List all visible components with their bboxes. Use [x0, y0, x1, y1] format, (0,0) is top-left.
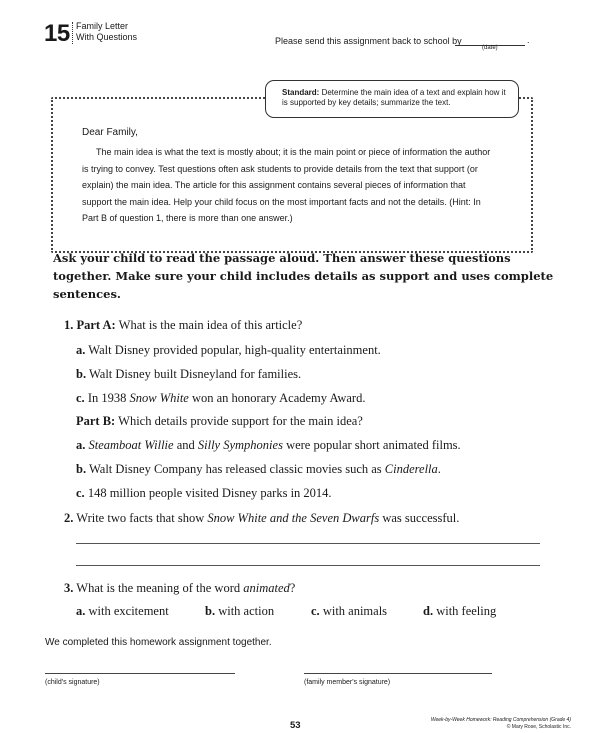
option-italic-title: Steamboat Willie	[88, 438, 174, 452]
question-1-part-a	[64, 318, 302, 333]
option-text: with feeling	[436, 604, 497, 618]
question-1-part-b	[76, 414, 363, 429]
question-3-text: ?	[289, 581, 296, 595]
completion-statement: We completed this homework assignment together.	[45, 637, 272, 648]
letter-greeting: Dear Family,	[82, 127, 138, 138]
option-letter: a.	[76, 604, 86, 618]
page-number: 53	[290, 720, 301, 731]
option-text: with action	[218, 604, 275, 618]
option-letter: c.	[76, 391, 85, 405]
option-text: In 1938	[87, 391, 127, 405]
q1-option-b[interactable]	[76, 367, 301, 382]
q1-option-a[interactable]	[76, 343, 381, 358]
option-letter: a.	[76, 343, 86, 357]
option-letter: b.	[76, 367, 87, 381]
option-text: Walt Disney built Disneyland for families.	[88, 367, 302, 381]
lesson-title	[76, 21, 137, 43]
lesson-divider	[72, 22, 73, 44]
lesson-number: 15	[44, 20, 70, 47]
letter-body: The main idea is what the text is mostly about; it is the main point or piece of information the author is trying to convey. Test questions often ask students to provide details from the text that support (or explain) the main idea. The article for this assignment contains several pieces of information that support the main idea. Help your child focus on the most important facts and not the details. (Hint: In Part B of question 1, there is more than one answer.)	[82, 147, 491, 223]
due-date-period: .	[527, 35, 530, 45]
option-text: were popular short animated films.	[286, 438, 461, 452]
answer-line-1[interactable]	[76, 543, 540, 544]
question-2-text: Write two facts that show	[76, 511, 205, 525]
option-letter: d.	[423, 604, 434, 618]
option-text: .	[437, 462, 441, 476]
credit-line-1: Week-by-Week Homework: Reading Comprehension (Grade 4)	[430, 717, 571, 723]
option-text: Walt Disney Company has released classic movies such as	[88, 462, 382, 476]
option-letter: b.	[205, 604, 216, 618]
q1-option-c[interactable]	[76, 391, 365, 406]
option-letter: b.	[76, 462, 87, 476]
option-text: with animals	[322, 604, 388, 618]
part-b-text: Which details provide support for the main idea?	[118, 414, 363, 428]
question-2	[64, 511, 459, 526]
due-date-label: (date)	[482, 45, 498, 51]
option-italic-title: Silly Symphonies	[197, 438, 283, 452]
question-2-italic-title: Snow White and the Seven Dwarfs	[207, 511, 380, 525]
credit-line-2: © Mary Rose, Scholastic Inc.	[506, 723, 571, 730]
standard-text: Determine the main idea of a text and explain how it is supported by key details; summarize the text.	[282, 88, 506, 107]
option-letter: a.	[76, 438, 86, 452]
due-date-instruction: Please send this assignment back to school by	[275, 36, 462, 46]
standard-label: Standard:	[282, 88, 320, 97]
lesson-title-line1: Family Letter	[76, 21, 129, 31]
q1b-option-b[interactable]	[76, 462, 441, 477]
lesson-title-line2: With Questions	[76, 32, 138, 42]
option-italic-title: Snow White	[129, 391, 189, 405]
family-signature-line[interactable]	[304, 673, 492, 674]
option-letter: c.	[311, 604, 320, 618]
option-italic-title: Cinderella	[384, 462, 438, 476]
part-a-label: Part A:	[76, 318, 116, 332]
option-text: and	[176, 438, 195, 452]
question-2-number: 2.	[64, 511, 74, 525]
question-3-italic-word: animated	[243, 581, 290, 595]
q3-option-a[interactable]	[76, 604, 169, 619]
child-signature-line[interactable]	[45, 673, 235, 674]
part-a-text: What is the main idea of this article?	[118, 318, 303, 332]
option-text: 148 million people visited Disney parks in 2014.	[87, 486, 332, 500]
child-signature-label: (child's signature)	[45, 679, 100, 686]
part-b-label: Part B:	[76, 414, 116, 428]
q1b-option-a[interactable]	[76, 438, 461, 453]
q1b-option-c[interactable]	[76, 486, 332, 501]
option-letter: c.	[76, 486, 85, 500]
copyright-credit	[381, 717, 571, 730]
q3-option-b[interactable]	[205, 604, 274, 619]
option-text: Walt Disney provided popular, high-quality entertainment.	[88, 343, 381, 357]
instructions: Ask your child to read the passage aloud. Then answer these questions together. Make sure your child includes details as support and uses complete sentences.	[53, 251, 554, 301]
question-3	[64, 581, 295, 596]
answer-line-2[interactable]	[76, 565, 540, 566]
option-text: with excitement	[88, 604, 169, 618]
question-3-number: 3.	[64, 581, 74, 595]
standard-callout	[265, 80, 519, 118]
question-1-number: 1.	[64, 318, 74, 332]
option-text: won an honorary Academy Award.	[191, 391, 366, 405]
q3-option-d[interactable]	[423, 604, 496, 619]
question-3-text: What is the meaning of the word	[76, 581, 241, 595]
question-2-text: was successful.	[382, 511, 460, 525]
family-signature-label: (family member's signature)	[304, 679, 391, 686]
q3-option-c[interactable]	[311, 604, 387, 619]
